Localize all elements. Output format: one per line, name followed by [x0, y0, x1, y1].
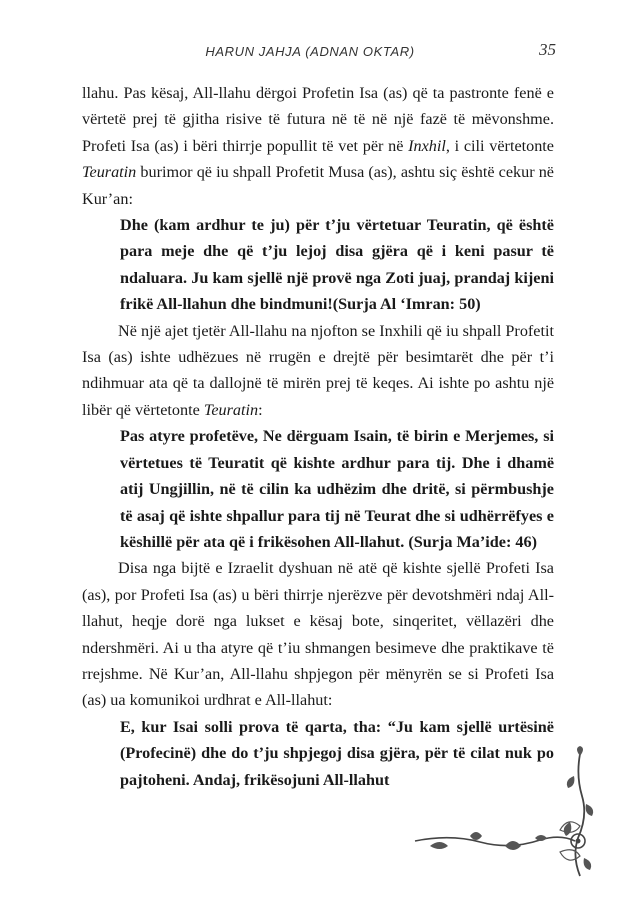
running-head: HARUN JAHJA (ADNAN OKTAR) — [205, 44, 415, 59]
page-number: 35 — [539, 40, 556, 59]
quran-quote-2: Pas atyre profetëve, Ne dërguam Isain, të birin e Merjemes, si vërtetues të Teuratit që kishte ardhur para tij. Dhe i dhamë atij Ungjillin, në të cilin ka udhëzim dhe dritë, si përmbushje të asaj që ishte shpallur para tij në Teurat dhe si udhërrëfyes e këshillë për ata që i frikësohen All-llahut. (Surja Ma’ide: 46) — [120, 427, 554, 551]
paragraph-2-text-b: : — [258, 400, 263, 419]
paragraph-1 — [82, 80, 554, 212]
page-header — [0, 40, 638, 64]
decorative-corner-ornament — [410, 746, 610, 886]
paragraph-3: Disa nga bijtë e Izraelit dyshuan në atë që kishte sjellë Profeti Isa (as), por Profeti Isa (as) u bëri thirrje njerëzve për devotshmëri ndaj All-llahut, heqje dorë nga lukset e kësaj bote, sinqeritet, vëllazëri dhe ndershmëri. Ai u tha atyre që t’iu shmangen besimeve dhe praktikave të rrejshme. Në Kur’an, All-llahu shpjegon për mënyrën se si Profeti Isa (as) ua komunikoi urdhrat e All-llahut: — [82, 559, 554, 710]
quran-quote-3: E, kur Isai solli prova të qarta, tha: “Ju kam sjellë urtësinë (Profecinë) dhe do t’ju shpjegoj disa gjëra, për të cilat nuk po pajtoheni. Andaj, frikësojuni All-llahut — [120, 717, 554, 789]
term-teuratin: Teuratin — [82, 163, 137, 182]
page-body — [82, 80, 554, 793]
quran-quote-1: Dhe (kam ardhur te ju) për t’ju vërtetuar Teuratin, që është para meje dhe që t’ju lejoj disa gjëra që i keni pasur të ndaluara. Ju kam sjellë një provë nga Zoti juaj, prandaj kijeni frikë All-llahun dhe bindmuni!(Surja Al ‘Imran: 50) — [120, 216, 554, 314]
term-teuratin-2: Teuratin — [203, 400, 259, 419]
paragraph-1-text-a: llahu. Pas kësaj, All-llahu dërgoi Profetin Isa (as) që ta pastronte fenë e vërtetë prej të gjitha risive të futura në të në një fazë të mëvonshme. Profeti Isa (as) i bëri thirrje popullit të vet për në — [82, 84, 554, 155]
paragraph-2-text-a: Në një ajet tjetër All-llahu na njofton se Inxhili që iu shpall Profetit Isa (as) ishte udhëzues në rrugën e drejtë për besimtarët dhe për t’i ndihmuar ata që ta dallojnë të mirën prej të keqes. Ai ishte po ashtu një libër që vërtetonte — [82, 321, 554, 419]
term-inxhil: Inxhil — [408, 136, 446, 155]
paragraph-1-text-c: burimor që iu shpall Profetit Musa (as), ashtu siç është cekur në Kur’an: — [82, 163, 554, 208]
paragraph-2 — [82, 318, 554, 424]
paragraph-1-text-b: , i cili vërtetonte — [445, 136, 554, 155]
